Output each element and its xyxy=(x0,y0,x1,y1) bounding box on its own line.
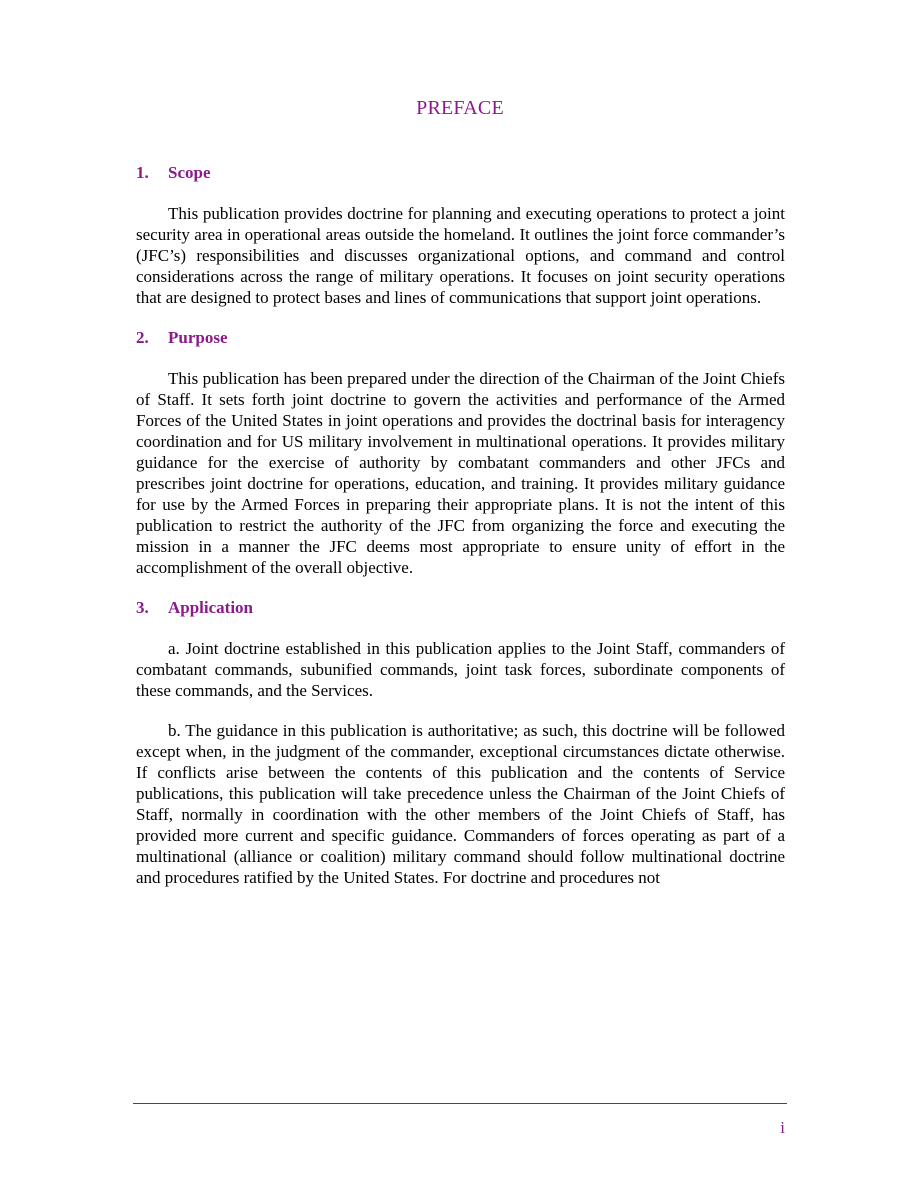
application-paragraph-a: a. Joint doctrine established in this publication applies to the Joint Staff, commanders of combatant commands, subunified commands, joint task forces, subordinate components of these commands, and the Services. xyxy=(136,639,785,700)
section-heading-purpose xyxy=(136,327,785,348)
section-heading-scope xyxy=(136,162,785,183)
page-title: PREFACE xyxy=(416,97,504,119)
section-number: 1. xyxy=(136,163,149,182)
footer-rule xyxy=(133,1103,787,1104)
section-number: 2. xyxy=(136,328,149,347)
page-number: i xyxy=(780,1118,785,1137)
document-body xyxy=(136,162,785,888)
section-heading-application xyxy=(136,597,785,618)
section-title: Scope xyxy=(168,163,211,182)
application-paragraph-b: b. The guidance in this publication is authoritative; as such, this doctrine will be followed except when, in the judgment of the commander, exceptional circumstances dictate otherwise. If conflicts arise between the contents of this publication and the contents of Service publications, this publication will take precedence unless the Chairman of the Joint Chiefs of Staff, normally in coordination with the other members of the Joint Chiefs of Staff, has provided more current and specific guidance. Commanders of forces operating as part of a multinational (alliance or coalition) military command should follow multinational doctrine and procedures ratified by the United States. For doctrine and procedures not xyxy=(136,721,785,887)
section-title: Application xyxy=(168,598,254,617)
section-title: Purpose xyxy=(168,328,228,347)
purpose-paragraph: This publication has been prepared under the direction of the Chairman of the Joint Chiefs of Staff. It sets forth joint doctrine to govern the activities and performance of the Armed Forces of the United States in joint operations and provides the doctrinal basis for interagency coordination and for US military involvement in multinational operations. It provides military guidance for the exercise of authority by combatant commanders and other JFCs and prescribes joint doctrine for operations, education, and training. It provides military guidance for use by the Armed Forces in preparing their appropriate plans. It is not the intent of this publication to restrict the authority of the JFC from organizing the force and executing the mission in a manner the JFC deems most appropriate to ensure unity of effort in the accomplishment of the overall objective. xyxy=(136,369,785,577)
scope-paragraph: This publication provides doctrine for planning and executing operations to protect a joint security area in operational areas outside the homeland. It outlines the joint force commander’s (JFC’s) responsibilities and discusses organizational options, and command and control considerations across the range of military operations. It focuses on joint security operations that are designed to protect bases and lines of communications that support joint operations. xyxy=(136,204,785,307)
section-number: 3. xyxy=(136,598,149,617)
